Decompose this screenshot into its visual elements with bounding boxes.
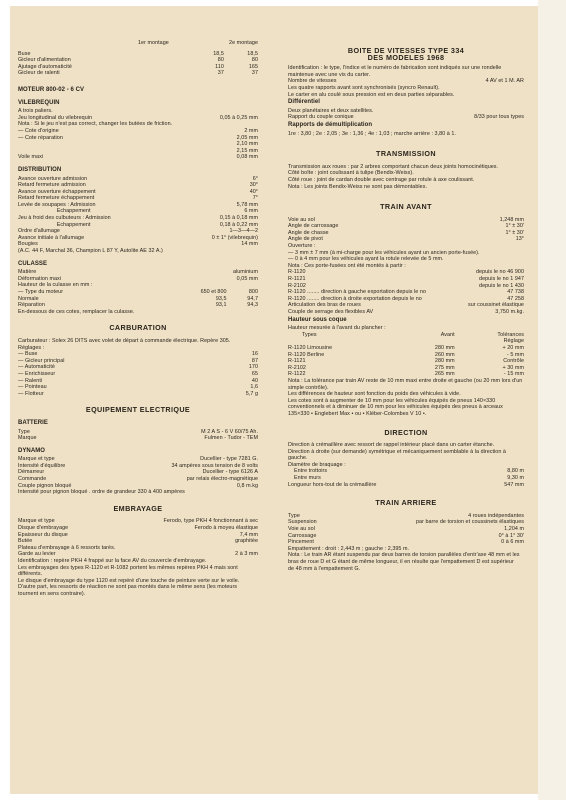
list-item: R-1120 ........ direction à gauche exportation depuis le no 47 738 — [288, 289, 524, 296]
demultiplication-text: 1re : 3,80 ; 2e : 2,05 ; 3e : 1,36 ; 4e : 1,03 ; marche arrière : 3,80 à 1. — [288, 130, 456, 137]
list-item: Avance ouverture admission 6° — [18, 175, 258, 182]
table-header-row: Types Avant Tolérances — [302, 331, 524, 338]
list-item: Nombre de vitesses 4 AV et 1 M. AR — [288, 78, 524, 85]
list-item: — 3 mm ± 7 mm (à mi-charge pour les véhicules ayant un ancien porte-fusée). — [288, 249, 480, 256]
batterie-heading: BATTERIE — [18, 419, 48, 426]
list-item: Avance initiale à l'allumage 0 ± 1° (vilebrequin) — [18, 234, 258, 241]
list-item: 2,15 mm — [236, 147, 258, 154]
list-item: A trois paliers. — [18, 108, 53, 115]
list-item: Marque et type Ducellier - type 7281 G. — [18, 456, 258, 463]
list-item: Suspension par barre de torsion et coussinets élastiques — [288, 519, 524, 526]
embrayage-heading: EMBRAYAGE — [113, 503, 163, 513]
hauteur-heading: Hauteur sous coque — [288, 316, 347, 323]
boite-subheading: DES MODELES 1968 — [367, 52, 445, 62]
list-item: — Gicleur principal 87 — [18, 357, 258, 364]
second-montage-header: 2e montage — [229, 40, 258, 46]
list-item: — Automaticité 170 — [18, 364, 258, 371]
list-item: — Pointeau 1,6 — [18, 384, 258, 391]
list-item: Intensité pour pignon bloqué . ordre de grandeur 330 à 400 ampères — [18, 489, 185, 496]
transmission-line: Côté boîte : joint coulissant à tulipe (Bendix-Weiss). — [288, 170, 414, 177]
list-item: Les quatre rapports avant sont synchronisés (syncro Renault). — [288, 84, 440, 91]
list-item: Bougies 14 mm — [18, 241, 258, 248]
list-item: Angle de pivot 13° — [288, 236, 524, 243]
culasse-heading: CULASSE — [18, 260, 48, 267]
embrayage-note: Le disque d'embrayage du type 1120 est repéré d'une touche de peinture verte sur le voile. — [18, 577, 240, 584]
montage-header — [18, 40, 258, 47]
distribution-list — [18, 176, 258, 255]
list-item: Diamètre de braquage : — [288, 461, 346, 468]
list-item: Angle de chasse 1° ± 30' — [288, 229, 524, 236]
table-row: Normale 93,5 94,7 — [18, 295, 258, 302]
list-item: Retard fermeture échappement 7° — [18, 195, 258, 202]
list-item: Type M 2 A S - 6 V 60/75 Ah. — [18, 428, 258, 435]
list-item: Déformation maxi 0,05 mm — [18, 275, 258, 282]
list-item: R-1121 depuis le no 1 947 — [288, 276, 524, 283]
list-item: Entre trottoirs 8,80 m — [294, 468, 524, 475]
list-item: Couple pignon bloqué 0,8 m.kg — [18, 482, 258, 489]
list-item: — Buse 16 — [18, 351, 258, 358]
direction-heading: DIRECTION — [384, 427, 428, 437]
embrayage-note: Les embrayages des types R-1120 et R-1082 portent les mêmes repères PKH 4 mais sont différents. — [18, 564, 240, 578]
list-item: Commande par relais électro-magnétique — [18, 476, 258, 483]
table-row: Ajutage d'automaticité 110 165 — [18, 63, 258, 70]
list-item: Echappement 0,18 à 0,22 mm — [18, 221, 258, 228]
list-item: Echappement 6 mm — [18, 208, 258, 215]
embrayage-note: Identification : repère PKH 4 frappé sur la face AV du couvercle d'embrayage. — [18, 558, 207, 564]
culasse-list — [18, 269, 258, 289]
list-item: Le carter en alu coulé sous pression est en deux parties séparables. — [288, 91, 455, 98]
list-item: Epaisseur du disque 7,4 mm — [18, 531, 258, 538]
dynamo-heading: DYNAMO — [18, 447, 45, 454]
first-montage-header: 1er montage — [138, 40, 169, 46]
carburation-list — [18, 351, 258, 397]
direction-list — [288, 442, 524, 488]
list-item: Direction à crémaillère avec ressort de rappel intérieur placé dans un carter étanche. — [288, 442, 495, 449]
list-item: — Cote réparation 2,05 mm — [18, 134, 258, 141]
list-item: Démarreur Ducellier - type 6126 A — [18, 469, 258, 476]
vilebrequin-heading: VILEBREQUIN — [18, 99, 60, 106]
right-column — [288, 48, 524, 572]
list-item: Marque et type Ferodo, type PKH 4 fonctionnant à sec — [18, 518, 258, 525]
list-item: R-2102 depuis le no 1 430 — [288, 282, 524, 289]
list-item: Jeu longitudinal du vilebrequin 0,05 à 0,25 mm — [18, 114, 258, 121]
train-avant-heading: TRAIN AVANT — [380, 202, 432, 212]
list-item: Rapport du couple conique 8/33 pour tous types — [288, 114, 524, 121]
table-row: R-1121 280 mm Contrôle — [288, 358, 524, 365]
list-item: Jeu à froid des culbuteurs : Admission 0,15 à 0,18 mm — [18, 215, 258, 222]
table-row: Gicleur d'alimentation 80 80 — [18, 57, 258, 64]
list-item: Nota : Le train AR étant suspendu par deux barres de torsion parallèles d'entr'axe 48 mm et les bras de roue D et G étant de même longueur, il en résulte que l'empattement D est supérieur de 48 mm à l'empattement G. — [288, 552, 520, 572]
table-row: — Type du moteur 650 et 800 800 — [18, 289, 258, 295]
list-item: Angle de carrossage 1° ± 30' — [288, 223, 524, 230]
table-row: Réglage — [503, 338, 524, 345]
differentiel-heading: Différentiel — [288, 99, 320, 106]
list-item: — Enrichisseur 65 — [18, 370, 258, 377]
list-item: Garde au levier 2 à 3 mm — [18, 551, 258, 558]
hauteur-intro: Hauteur mesurée à l'avant du plancher : — [288, 325, 386, 332]
table-row: R-1120 Berline 260 mm - 5 mm — [288, 351, 524, 358]
hauteur-table — [288, 332, 524, 378]
train-avant-list — [288, 217, 524, 316]
list-item: Ouverture : — [288, 243, 316, 250]
list-item: Ordre d'allumage 1—3—4—2 — [18, 228, 258, 235]
moteur-heading: MOTEUR 800-02 - 6 CV — [18, 86, 85, 93]
list-item: Nota : Si le jeu n'est pas correct, changer les butées de friction. — [18, 121, 173, 128]
list-item: Deux planétaires et deux satellites. — [288, 107, 374, 114]
carburetor-table — [18, 51, 258, 77]
list-item: — Ralenti 40 — [18, 377, 258, 384]
list-item: Plateau d'embrayage à 6 ressorts tarés. — [18, 544, 116, 551]
list-item: R-1120 ........ direction à droite exportation depuis le no 47 258 — [288, 295, 524, 302]
carburation-intro: Carburateur : Solex 26 DITS avec volet de départ à commande électrique. Repère 305. — [18, 337, 231, 344]
list-item: 2,10 mm — [236, 141, 258, 148]
list-item: Levée de soupapes : Admission 5,78 mm — [18, 201, 258, 208]
train-arriere-heading: TRAIN ARRIERE — [375, 498, 437, 508]
train-arriere-list — [288, 513, 524, 572]
list-item: Identification : le type, l'indice et le numéro de fabrication sont indiqués sur une rondelle maintenue avec une vis du carter. — [288, 65, 502, 78]
list-item: Direction à droite (sur demande) symétrique et mécaniquement semblable à la direction à gauche. — [288, 448, 506, 462]
list-item: — Cote d'origine 2 mm — [18, 127, 258, 134]
list-item: Disque d'embrayage Ferodo à moyeu élastique — [18, 525, 258, 532]
left-column — [18, 40, 258, 598]
list-item: (A.C. 44 F, Marchal 36, Champion L 87 Y, Autolite AE 32 A.) — [18, 248, 163, 255]
list-item: Intensité d'équilibre 34 ampères sous tension de 8 volts — [18, 462, 258, 469]
list-item: Avance ouverture échappement 40° — [18, 188, 258, 195]
list-item: Butée graphitée — [18, 538, 258, 545]
transmission-heading: TRANSMISSION — [376, 149, 436, 159]
vilebrequin-list — [18, 108, 258, 161]
page-edge — [538, 0, 566, 800]
list-item: Type 4 roues indépendantes — [288, 512, 524, 519]
culasse-table — [18, 289, 258, 309]
table-row: Gicleur de ralenti 37 37 — [18, 70, 258, 77]
list-item: — Flotteur 5,7 g — [18, 390, 258, 397]
distribution-heading: DISTRIBUTION — [18, 166, 62, 173]
hauteur-note: Les cotes sont à augmenter de 10 mm pour les véhicules équipés de pneus 140×330 conventionnels et à diminuer de 10 mm pour les véhicules équipés des pneus à arceaux 135×330 • Englebert Max • ou • Kléber-Colombes V 10 •. — [288, 397, 505, 417]
transmission-line: Côté roue : joint de cardan double avec centrage par rotule à axe coulissant. — [288, 176, 475, 183]
carburation-heading: CARBURATION — [109, 323, 167, 333]
embrayage-note: D'autre part, les ressorts de réaction ne sont pas montés dans le même sens (les moteurs tournent en sens contraire). — [18, 584, 239, 597]
list-item: Matière aluminium — [18, 269, 258, 276]
list-item: Longueur hors-tout de la crémaillère 547 mm — [288, 481, 524, 488]
list-item: Retard fermeture admission 30° — [18, 182, 258, 189]
list-item: Marque Fulmen - Tudor - TEM — [18, 435, 258, 442]
table-row: R-1122 265 mm - 15 mm — [288, 371, 524, 378]
table-row: Buse 18,5 18,5 — [18, 50, 258, 57]
list-item: Nota : Ces porte-fusées ont été montés à partir : — [288, 262, 406, 269]
list-item: Voile maxi 0,08 mm — [18, 154, 258, 161]
list-item: R-1120 depuis le no 46 900 — [288, 269, 524, 276]
list-item: Voie au sol 1,204 m — [288, 526, 524, 533]
list-item: Pincement 0 à 6 mm — [288, 539, 524, 546]
list-item: — 0 à 4 mm pour les véhicules ayant la rotule relevée de 5 mm. — [288, 256, 444, 263]
table-row: R-1120 Limousine 280 mm + 20 mm — [288, 344, 524, 351]
demultiplication-heading: Rapports de démultiplication — [288, 121, 373, 128]
boite-heading: BOITE DE VITESSES TYPE 334 — [347, 46, 465, 55]
embrayage-list — [18, 518, 258, 558]
boite-list — [288, 65, 524, 98]
list-item: Articulation des bras de roues sur coussinet élastique — [288, 302, 524, 309]
list-item: Entre murs 9,30 m — [294, 475, 524, 482]
list-item: Hauteur de la culasse en mm : — [18, 282, 93, 289]
list-item: Voie au sol 1,248 mm — [288, 216, 524, 223]
equipement-heading: EQUIPEMENT ELECTRIQUE — [85, 405, 191, 415]
carburation-reglages-label: Réglages : — [18, 344, 45, 351]
hauteur-note: Les différences de hauteur sont fonction du poids des véhicules à vide. — [288, 391, 461, 398]
dynamo-list — [18, 456, 258, 496]
transmission-line: Nota : Les joints Bendix-Weiss ne sont pas démontables. — [288, 183, 427, 190]
culasse-note: En-dessous de ces cotes, remplacer la culasse. — [18, 308, 135, 315]
hauteur-note: Nota : La tolérance par train AV reste de 10 mm maxi entre droite et gauche (ou 20 mm lors d'un simple contrôle). — [288, 377, 524, 391]
list-item: Empattement : droit : 2,443 m ; gauche : 2,395 m. — [288, 545, 410, 552]
transmission-line: Transmission aux roues : par 2 arbres comportant chacun deux joints homocinétiques. — [288, 163, 499, 170]
list-item: Carrossage 0° à 1° 30' — [288, 532, 524, 539]
table-row: Réparation 93,1 94,3 — [18, 302, 258, 309]
list-item: Couple de serrage des flexibles AV 3,750 m.kg. — [288, 309, 524, 315]
table-row: R-2102 275 mm + 30 mm — [288, 364, 524, 371]
